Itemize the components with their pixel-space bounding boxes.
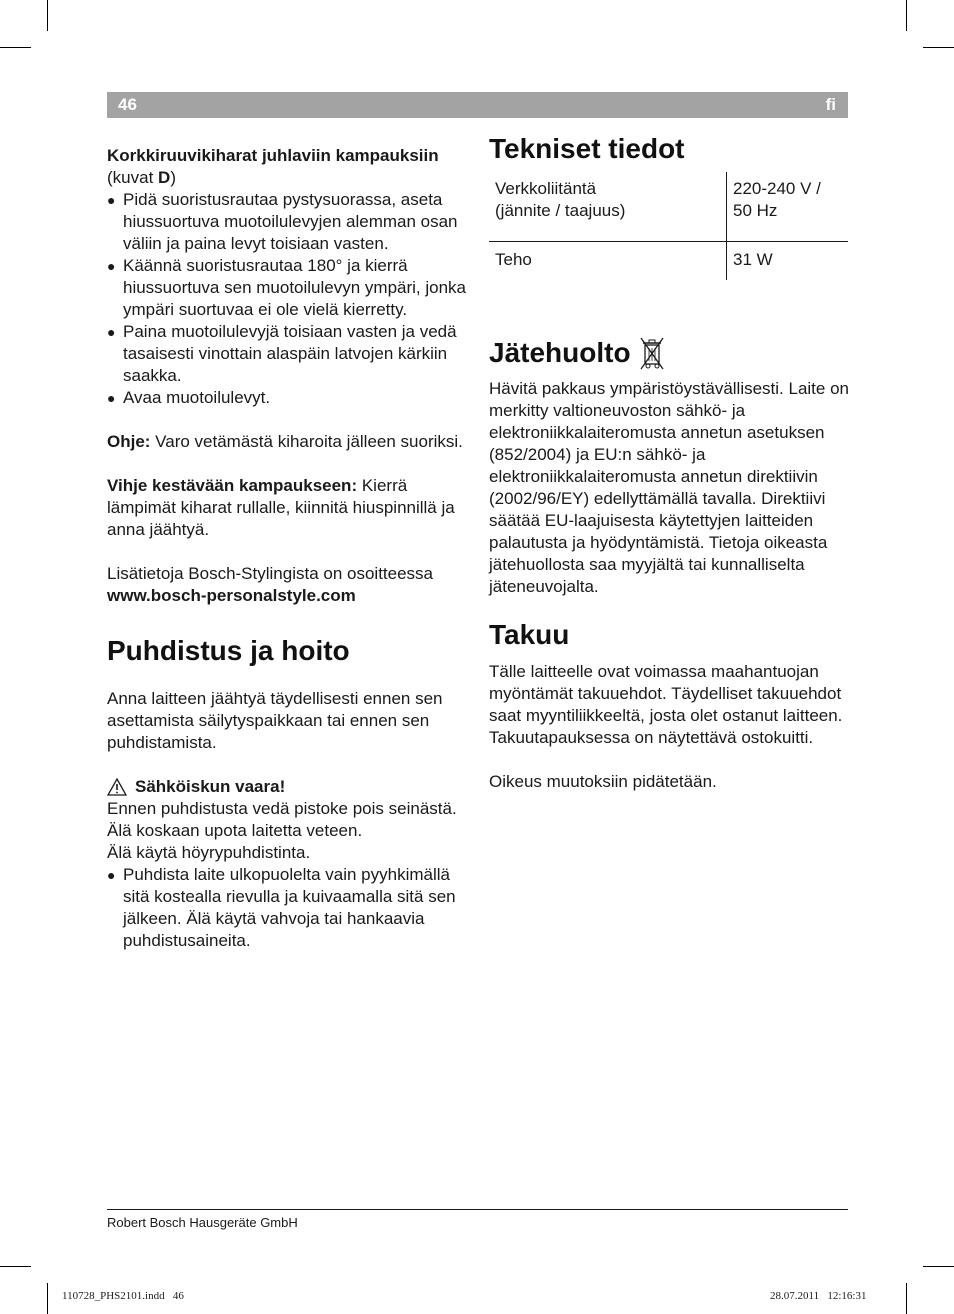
- tip-text: Kierrä lämpimät kiharat rullalle, kiinnitä hiuspinnillä ja anna jäähtyä.: [107, 476, 455, 539]
- warning-triangle-icon: [107, 778, 127, 796]
- warning-line: Ennen puhdistusta vedä pistoke pois seinästä.: [107, 799, 457, 818]
- curl-section-title: [107, 145, 469, 189]
- note-label: Ohje:: [107, 432, 151, 451]
- crop-mark: [906, 0, 907, 31]
- curl-step: ● Pidä suoristusrautaa pystysuorassa, aseta hiussuortuva muotoilulevyjen alemman osan väliin ja paina levyt toisiaan vasten.: [107, 189, 469, 255]
- spec-value: [727, 172, 849, 242]
- curl-ref-suffix: ): [170, 168, 176, 187]
- warning-line: Älä koskaan upota laitetta veteen.: [107, 821, 363, 840]
- spec-value-line: 220-240 V /: [733, 179, 821, 198]
- table-row: [489, 242, 848, 281]
- left-column: [107, 145, 469, 952]
- tip-label: Vihje kestävään kampaukseen:: [107, 476, 358, 495]
- spec-key: Teho: [489, 242, 727, 281]
- page-header-bar: [107, 92, 848, 118]
- crop-mark: [47, 0, 48, 31]
- tip-paragraph: [107, 475, 469, 541]
- disposal-text: Hävitä pakkaus ympäristöystävällisesti. Laite on merkitty valtioneuvoston sähkö- ja elektroniikkalaiteromusta annetun asetuksen (852/2004) ja EU:n sähkö- ja elektroniikkalaiteromusta annetun direktiivin (2002/96/EY) edellyttämällä tavalla. Direktiivi säätää EU-laajuisesta käytettyjen laitteiden palautusta ja hyödyntämistä. Tietoja oikeasta jätehuollosta saa myyjältä tai kunnalliselta jäteneuvojalta.: [489, 379, 849, 596]
- warranty-text: Tälle laitteelle ovat voimassa maahantuojan myöntämät takuuehdot. Täydelliset takuuehdot saat myyntiliikkeeltä, josta olet ostanut laitteen. Takuutapauksessa on näytettävä ostokuitti.: [489, 662, 843, 747]
- warning-title: Sähköiskun vaara!: [135, 777, 286, 796]
- language-code: fi: [825, 95, 836, 114]
- crop-mark: [923, 47, 954, 48]
- curl-ref-letter: D: [158, 168, 171, 187]
- curl-ref-prefix: (kuvat: [107, 168, 159, 187]
- footer-company: Robert Bosch Hausgeräte GmbH: [107, 1215, 298, 1230]
- care-heading: Puhdistus ja hoito: [107, 635, 350, 666]
- note-text: Varo vetämästä kiharoita jälleen suoriksi.: [150, 432, 463, 451]
- care-intro: Anna laitteen jäähtyä täydellisesti ennen sen asettamista säilytyspaikkaan tai ennen sen puhdistamista.: [107, 689, 443, 752]
- spec-value: 31 W: [733, 250, 773, 269]
- disposal-heading: Jätehuolto: [489, 337, 631, 368]
- info-url-link[interactable]: www.bosch-personalstyle.com: [107, 586, 356, 605]
- slug-filename: 110728_PHS2101.indd 46: [62, 1290, 184, 1302]
- curl-step: ● Avaa muotoilulevyt.: [107, 387, 469, 409]
- right-column: [489, 132, 849, 793]
- warning-line: Älä käytä höyrypuhdistinta.: [107, 843, 311, 862]
- tech-heading: Tekniset tiedot: [489, 133, 685, 164]
- note-paragraph: [107, 431, 469, 453]
- crop-mark: [47, 1283, 48, 1314]
- spec-value-line: 50 Hz: [733, 201, 778, 220]
- curl-step: ● Käännä suoristusrautaa 180° ja kierrä hiussuortuva sen muotoilulevyn ympäri, jonka ympäri suortuvaa ei ole vielä kierretty.: [107, 255, 469, 321]
- spec-key: [489, 172, 727, 242]
- table-row: [489, 172, 848, 242]
- crop-mark: [906, 1283, 907, 1314]
- crop-mark: [0, 1266, 31, 1267]
- warranty-heading: Takuu: [489, 619, 570, 650]
- curl-title: Korkkiruuvikiharat juhlaviin kampauksiin: [107, 146, 439, 165]
- disposal-heading-row: [489, 336, 849, 370]
- footer-rule: [107, 1209, 848, 1210]
- spec-table: [489, 172, 848, 280]
- changes-text: Oikeus muutoksiin pidätetään.: [489, 772, 717, 791]
- warning-heading: [107, 776, 469, 798]
- info-text: Lisätietoja Bosch-Stylingista on osoitteessa: [107, 564, 434, 583]
- spec-key-line: (jännite / taajuus): [495, 201, 626, 220]
- crop-mark: [923, 1266, 954, 1267]
- crop-mark: [0, 47, 31, 48]
- curl-step: ● Paina muotoilulevyjä toisiaan vasten ja vedä tasaisesti vinottain alaspäin latvojen kärkiin saakka.: [107, 321, 469, 387]
- slug-timestamp: 28.07.2011 12:16:31: [770, 1290, 867, 1302]
- crossed-out-wheelie-bin-icon: [639, 336, 665, 370]
- care-bullet: ● Puhdista laite ulkopuolelta vain pyyhkimällä sitä kostealla rievulla ja kuivaamalla sitä sen jälkeen. Älä käytä vahvoja tai hankaavia puhdistusaineita.: [107, 864, 469, 952]
- spec-key-line: Verkkoliitäntä: [495, 179, 597, 198]
- page-number: 46: [118, 95, 137, 114]
